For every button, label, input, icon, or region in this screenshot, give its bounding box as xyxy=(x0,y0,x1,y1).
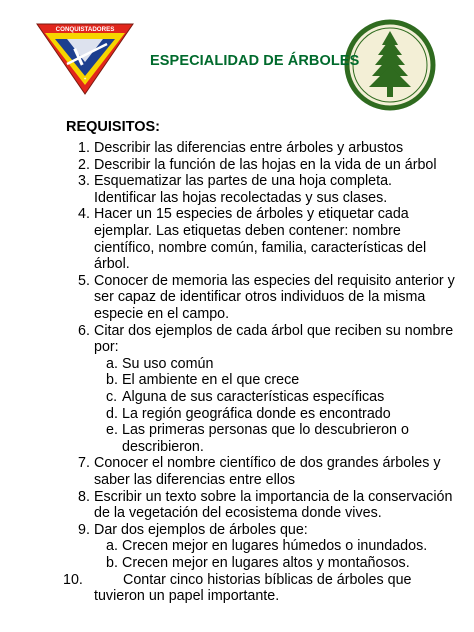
item-text: Escribir un texto sobre la importancia de la conservación xyxy=(94,488,453,505)
item-text: árbol. xyxy=(94,256,130,273)
item-text: por: xyxy=(94,339,119,356)
item-text: Describir las diferencias entre árboles y arbustos xyxy=(94,140,404,156)
item-text: Contar cinco historias bíblicas de árboles que xyxy=(123,571,412,588)
item-number: 2. xyxy=(78,156,90,173)
item-number: 3. xyxy=(78,173,90,190)
item-number: 10. xyxy=(63,571,83,588)
item-text: ejemplar. Las etiquetas deben contener: nombre xyxy=(94,223,401,239)
item-number: 7. xyxy=(78,455,90,472)
item-text: ser capaz de identificar otros individuos de la misma xyxy=(94,289,426,306)
sub-item-letter: d. xyxy=(106,405,118,422)
sub-item-letter: c. xyxy=(106,389,118,405)
sub-item-text: Su uso común xyxy=(122,355,214,372)
item-text: saber las diferencias entre ellos xyxy=(94,472,296,488)
sub-item-text: Crecen mejor en lugares húmedos o inundados. xyxy=(122,538,428,555)
page-title: ESPECIALIDAD DE ÁRBOLES xyxy=(150,53,360,69)
item-text: de la vegetación del ecosistema donde vives. xyxy=(94,505,382,522)
item-text: científico, nombre común, familia, características del xyxy=(94,239,427,256)
item-text: Hacer un 15 especies de árboles y etiquetar cada xyxy=(94,206,409,223)
item-number: 1. xyxy=(78,140,90,156)
item-text: Identificar las hojas recolectadas y sus clases. xyxy=(94,189,388,206)
item-text: tuvieron un papel importante. xyxy=(94,588,280,605)
sub-item-letter: b. xyxy=(106,372,118,389)
sub-item-text: describieron. xyxy=(122,438,204,455)
item-number: 9. xyxy=(78,521,90,538)
item-text: especie en el campo. xyxy=(94,306,230,322)
sub-item-text: Alguna de sus características específicas xyxy=(122,389,385,405)
sub-item-text: El ambiente en el que crece xyxy=(122,372,300,389)
sub-item-text: Las primeras personas que lo descubrieron o xyxy=(122,422,409,439)
sub-item-letter: a. xyxy=(106,355,118,372)
conquistadores-emblem-logo xyxy=(33,18,137,96)
item-text: Conocer de memoria las especies del requisito anterior y xyxy=(94,272,455,289)
item-number: 5. xyxy=(78,272,90,289)
section-title: REQUISITOS: xyxy=(66,119,160,135)
sub-item-letter: a. xyxy=(106,538,118,555)
emblem-text: CONQUISTADORES xyxy=(55,26,115,33)
item-text: Esquematizar las partes de una hoja completa. xyxy=(94,173,393,190)
sub-item-text: Crecen mejor en lugares altos y montañosos. xyxy=(122,555,410,571)
svg-text:✦: ✦ xyxy=(83,76,87,81)
item-number: 6. xyxy=(78,322,90,339)
item-text: Conocer el nombre científico de dos grandes árboles y xyxy=(94,455,441,472)
item-number: 8. xyxy=(78,488,90,505)
sub-item-letter: b. xyxy=(106,555,118,571)
item-number: 4. xyxy=(78,206,90,223)
sub-item-text: La región geográfica donde es encontrado xyxy=(122,405,391,422)
item-text: Dar dos ejemplos de árboles que: xyxy=(94,521,308,538)
item-text: Describir la función de las hojas en la vida de un árbol xyxy=(94,156,437,173)
item-text: Citar dos ejemplos de cada árbol que reciben su nombre xyxy=(94,322,454,339)
sub-item-letter: e. xyxy=(106,422,118,439)
